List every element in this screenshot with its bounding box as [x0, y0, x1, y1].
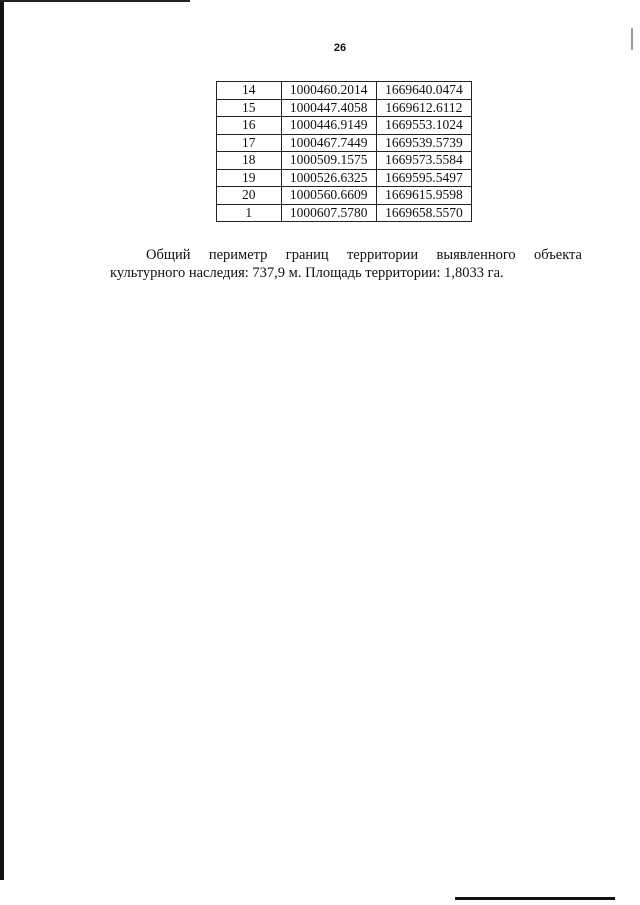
y-coordinate-cell: 1669615.9598	[376, 187, 471, 205]
point-number-cell: 20	[217, 187, 282, 205]
table-row	[217, 152, 472, 170]
table-row	[217, 169, 472, 187]
y-coordinate-cell: 1669612.6112	[376, 99, 471, 117]
x-coordinate-cell: 1000467.7449	[281, 134, 376, 152]
point-number-cell: 1	[217, 204, 282, 222]
y-coordinate-cell: 1669658.5570	[376, 204, 471, 222]
point-number-cell: 14	[217, 82, 282, 100]
point-number-cell: 16	[217, 117, 282, 135]
x-coordinate-cell: 1000526.6325	[281, 169, 376, 187]
table-row	[217, 134, 472, 152]
coordinates-table	[216, 81, 472, 222]
scan-bottom-rule	[455, 897, 615, 900]
table-row	[217, 117, 472, 135]
point-number-cell: 17	[217, 134, 282, 152]
scan-left-edge	[0, 0, 4, 880]
point-number-cell: 19	[217, 169, 282, 187]
y-coordinate-cell: 1669539.5739	[376, 134, 471, 152]
table-row	[217, 204, 472, 222]
page-number: 26	[333, 42, 347, 54]
table-row	[217, 187, 472, 205]
coordinates-table-body	[217, 82, 472, 222]
x-coordinate-cell: 1000509.1575	[281, 152, 376, 170]
y-coordinate-cell: 1669595.5497	[376, 169, 471, 187]
x-coordinate-cell: 1000447.4058	[281, 99, 376, 117]
table-row	[217, 82, 472, 100]
point-number-cell: 15	[217, 99, 282, 117]
summary-paragraph: Общий периметр границ территории выявленного объекта культурного наследия: 737,9 м. Площадь территории: 1,8033 га.	[110, 247, 582, 281]
y-coordinate-cell: 1669640.0474	[376, 82, 471, 100]
table-row	[217, 99, 472, 117]
x-coordinate-cell: 1000560.6609	[281, 187, 376, 205]
x-coordinate-cell: 1000607.5780	[281, 204, 376, 222]
scan-top-rule	[0, 0, 190, 2]
x-coordinate-cell: 1000446.9149	[281, 117, 376, 135]
y-coordinate-cell: 1669553.1024	[376, 117, 471, 135]
y-coordinate-cell: 1669573.5584	[376, 152, 471, 170]
point-number-cell: 18	[217, 152, 282, 170]
x-coordinate-cell: 1000460.2014	[281, 82, 376, 100]
